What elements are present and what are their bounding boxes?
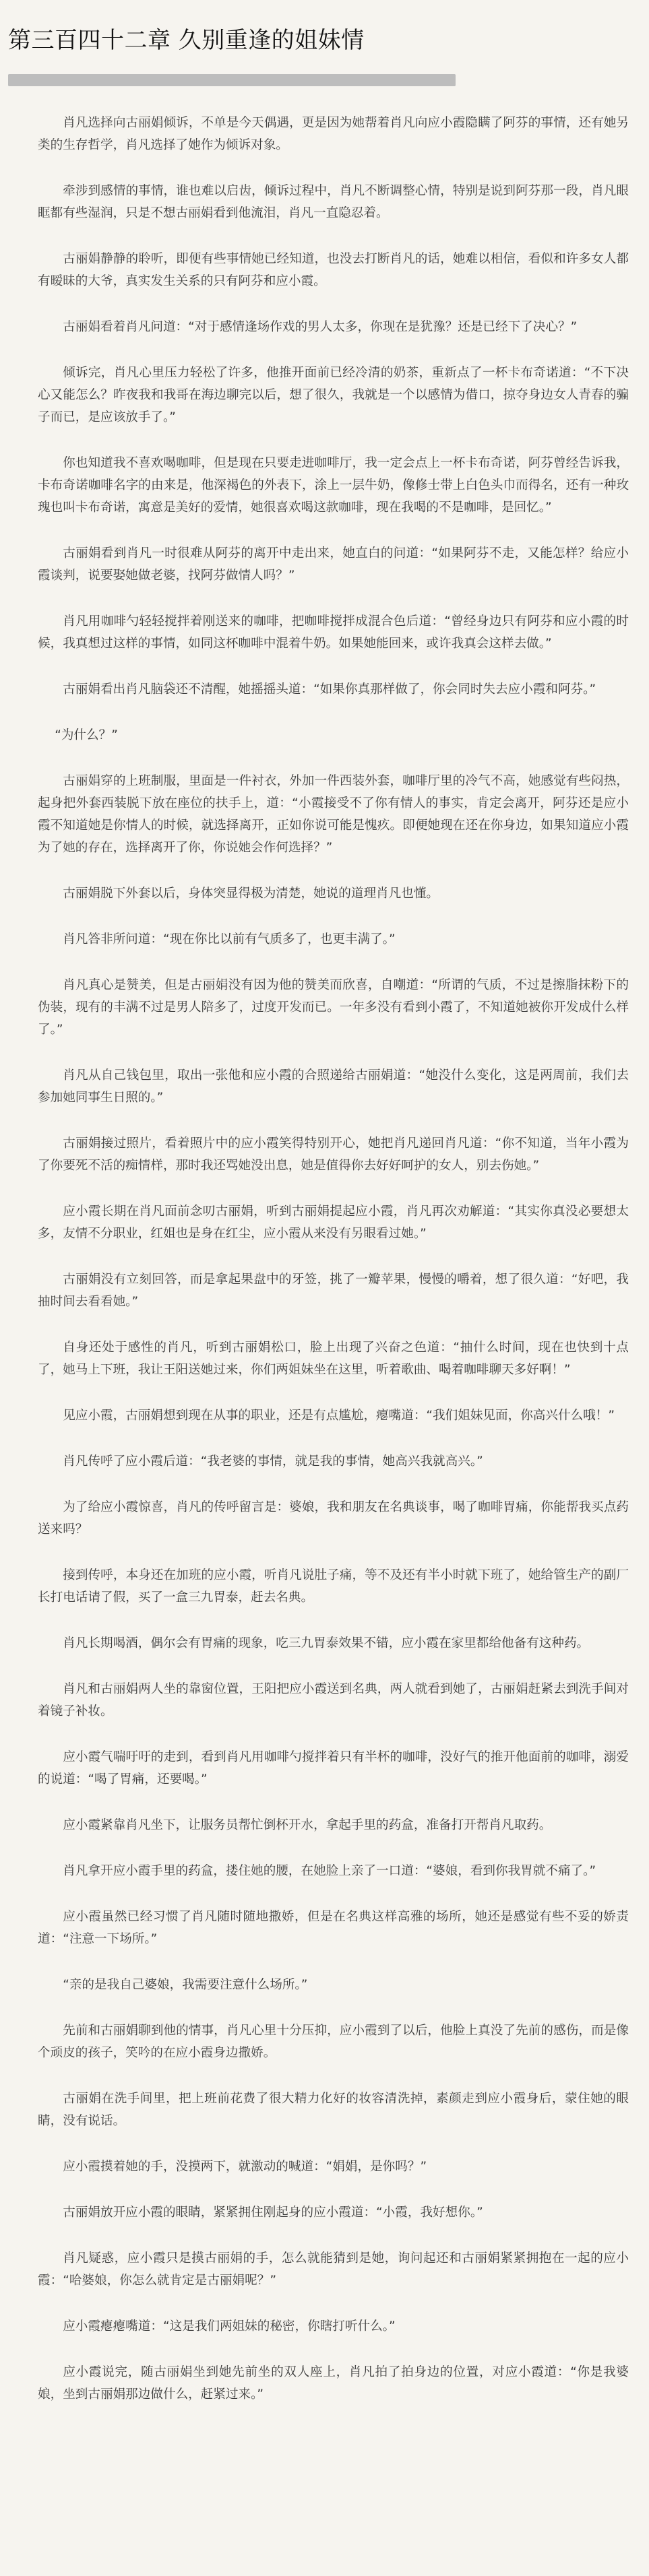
paragraph: 应小霞说完，随古丽娟坐到她先前坐的双人座上，肖凡拍了拍身边的位置，对应小霞道：“你是我婆娘，坐到古丽娟那边做什么，赶紧过来。” [38,2365,629,2402]
paragraph: 应小霞气喘吁吁的走到，看到肖凡用咖啡勺搅拌着只有半杯的咖啡，没好气的推开他面前的咖啡，溺爱的说道：“喝了胃痛，还要喝。” [38,1750,629,1786]
paragraph: 肖凡从自己钱包里，取出一张他和应小霞的合照递给古丽娟道：“她没什么变化，这是两周前，我们去参加她同事生日照的。” [38,1068,629,1105]
paragraph: 肖凡传呼了应小霞后道：“我老婆的事情，就是我的事情，她高兴我就高兴。” [63,1454,483,1469]
paragraph: 古丽娟看出肖凡脑袋还不清醒，她摇摇头道：“如果你真那样做了，你会同时失去应小霞和阿芬。” [63,682,596,697]
paragraph: 肖凡用咖啡勺轻轻搅拌着刚送来的咖啡，把咖啡搅拌成混合色后道：“曾经身边只有阿芬和应小霞的时候，我真想过这样的事情，如同这杯咖啡中混着牛奶。如果她能回来，或许我真会这样去做。” [38,614,629,651]
paragraph: 肖凡长期喝酒，偶尔会有胃痛的现象，吃三九胃泰效果不错，应小霞在家里都给他备有这种药。 [63,1636,590,1650]
paragraph: 自身还处于感性的肖凡，听到古丽娟松口，脸上出现了兴奋之色道：“抽什么时间，现在也快到十点了，她马上下班，我让王阳送她过来，你们两姐妹坐在这里，听着歌曲、喝着咖啡聊天多好啊！” [38,1341,629,1377]
paragraph: 古丽娟穿的上班制服，里面是一件衬衣，外加一件西装外套，咖啡厅里的冷气不高，她感觉有些闷热，起身把外套西装脱下放在座位的扶手上，道：“小霞接受不了你有情人的事实，肯定会离开，阿芬还是应小霞不知道她是你情人的时候，就选择离开，正如你说可能是愧疚。即便她现在还在你身边，如果知道应小霞为了她的存在，选择离开了你，你说她会作何选择？” [38,774,629,855]
chapter-content [8,112,641,2406]
paragraph: 应小霞紧靠肖凡坐下，让服务员帮忙倒杯开水，拿起手里的药盒，准备打开帮肖凡取药。 [63,1818,552,1832]
paragraph: 你也知道我不喜欢喝咖啡，但是现在只要走进咖啡厅，我一定会点上一杯卡布奇诺，阿芬曾经告诉我，卡布奇诺咖啡名字的由来是，他深褐色的外表下，涂上一层牛奶，像修士带上白色头巾而得名，还有一种玫瑰也叫卡布奇诺，寓意是美好的爱情，她很喜欢喝这款咖啡，现在我喝的不是咖啡，是回忆。” [38,456,629,515]
chapter-title: 第三百四十二章 久别重逢的姐妹情 [8,27,365,54]
reading-progress-bar [8,74,456,86]
paragraph: 肖凡拿开应小霞手里的药盒，搂住她的腰，在她脸上亲了一口道：“婆娘，看到你我胃就不痛了。” [63,1864,596,1878]
paragraph: 古丽娟放开应小霞的眼睛，紧紧拥住刚起身的应小霞道：“小霞，我好想你。” [63,2205,483,2220]
paragraph: 肖凡选择向古丽娟倾诉，不单是今天偶遇，更是因为她帮着肖凡向应小霞隐瞒了阿芬的事情，还有她另类的生存哲学，肖凡选择了她作为倾诉对象。 [38,116,629,152]
paragraph: 应小霞虽然已经习惯了肖凡随时随地撒娇，但是在名典这样高雅的场所，她还是感觉有些不妥的娇责道：“注意一下场所。” [38,1910,629,1946]
paragraph: 古丽娟接过照片，看着照片中的应小霞笑得特别开心，她把肖凡递回肖凡道：“你不知道，当年小霞为了你要死不活的痴情样，那时我还骂她没出息，她是值得你去好好呵护的女人，别去伤她。” [38,1136,629,1173]
paragraph: 牵涉到感情的事情，谁也难以启齿，倾诉过程中，肖凡不断调整心情，特别是说到阿芬那一段，肖凡眼眶都有些湿润，只是不想古丽娟看到他流泪，肖凡一直隐忍着。 [38,184,629,220]
paragraph: 见应小霞，古丽娟想到现在从事的职业，还是有点尴尬，瘪嘴道：“我们姐妹见面，你高兴什么哦！” [63,1409,615,1423]
paragraph: 古丽娟看到肖凡一时很难从阿芬的离开中走出来，她直白的问道：“如果阿芬不走，又能怎样？给应小霞谈判，说要娶她做老婆，找阿芬做情人吗？” [38,546,629,583]
paragraph: 古丽娟在洗手间里，把上班前花费了很大精力化好的妆容清洗掉，素颜走到应小霞身后，蒙住她的眼睛，没有说话。 [38,2092,629,2128]
paragraph: 应小霞长期在肖凡面前念叨古丽娟，听到古丽娟提起应小霞，肖凡再次劝解道：“其实你真没必要想太多，友情不分职业，红姐也是身在红尘，应小霞从来没有另眼看过她。” [38,1204,629,1241]
paragraph: “亲的是我自己婆娘，我需要注意什么场所。” [63,1978,308,1992]
paragraph: 古丽娟脱下外套以后，身体突显得极为清楚，她说的道理肖凡也懂。 [63,887,439,901]
reading-progress-fill [8,74,456,86]
paragraph: 应小霞摸着她的手，没摸两下，就激动的喊道：“娟娟，是你吗？” [63,2160,427,2174]
paragraph: 先前和古丽娟聊到他的情事，肖凡心里十分压抑，应小霞到了以后，他脸上真没了先前的感伤，而是像个顽皮的孩子，笑吟的在应小霞身边撒娇。 [38,2024,629,2060]
paragraph: 古丽娟看着肖凡问道：“对于感情逢场作戏的男人太多，你现在是犹豫？还是已经下了决心？” [63,320,578,334]
paragraph: 肖凡和古丽娟两人坐的靠窗位置，王阳把应小霞送到名典，两人就看到她了，古丽娟赶紧去到洗手间对着镜子补妆。 [38,1682,629,1718]
paragraph: 接到传呼，本身还在加班的应小霞，听肖凡说肚子痛，等不及还有半小时就下班了，她给管生产的副厂长打电话请了假，买了一盒三九胃泰，赶去名典。 [38,1568,629,1605]
paragraph: 古丽娟静静的聆听，即便有些事情她已经知道，也没去打断肖凡的话，她难以相信，看似和许多女人都有暧昧的大爷，真实发生关系的只有阿芬和应小霞。 [38,252,629,288]
paragraph: 肖凡答非所问道：“现在你比以前有气质多了，也更丰满了。” [63,932,396,946]
paragraph: 应小霞瘪瘪嘴道：“这是我们两姐妹的秘密，你瞎打听什么。” [63,2319,396,2333]
paragraph: 肖凡真心是赞美，但是古丽娟没有因为他的赞美而欣喜，自嘲道：“所谓的气质，不过是擦脂抹粉下的伪装，现有的丰满不过是男人陪多了，过度开发而已。一年多没有看到小霞了，不知道她被你开发成什么样了。” [38,978,629,1037]
paragraph: “为什么？” [55,728,118,742]
paragraph: 古丽娟没有立刻回答，而是拿起果盘中的牙签，挑了一瓣苹果，慢慢的嚼着，想了很久道：“好吧，我抽时间去看看她。” [38,1273,629,1309]
paragraph: 倾诉完，肖凡心里压力轻松了许多，他推开面前已经冷清的奶茶，重新点了一杯卡布奇诺道：“不下决心又能怎么？昨夜我和我哥在海边聊完以后，想了很久，我就是一个以感情为借口，掠夺身边女人青春的骗子而已，是应该放手了。” [38,366,629,424]
paragraph: 肖凡疑惑，应小霞只是摸古丽娟的手，怎么就能猜到是她，询问起还和古丽娟紧紧拥抱在一起的应小霞：“哈婆娘，你怎么就肯定是古丽娟呢？” [38,2251,629,2288]
paragraph: 为了给应小霞惊喜，肖凡的传呼留言是：婆娘，我和朋友在名典谈事，喝了咖啡胃痛，你能帮我买点药送来吗？ [38,1500,629,1537]
